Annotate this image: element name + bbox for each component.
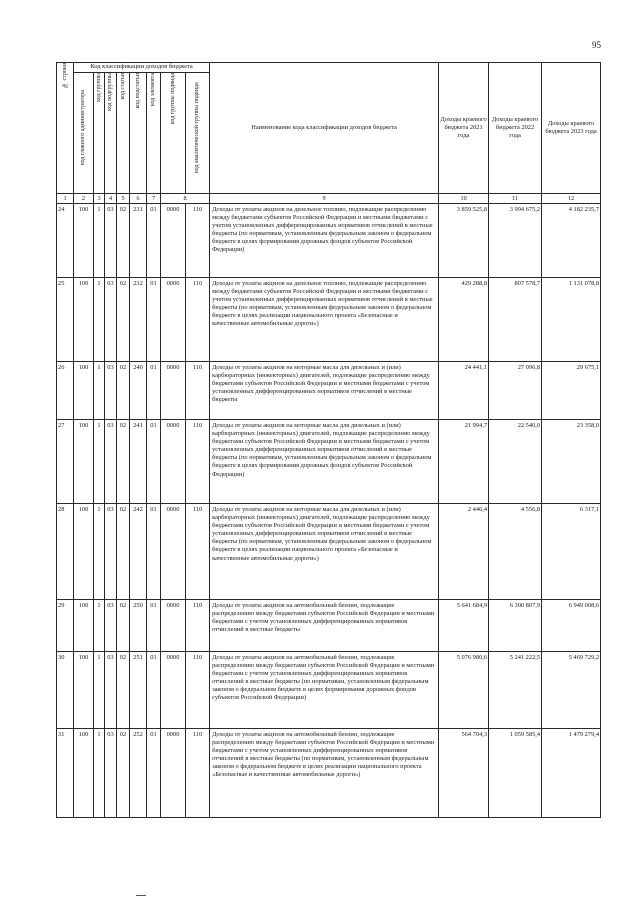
row-number: 26 (57, 362, 74, 420)
code-element: 01 (147, 652, 161, 729)
revenue-2023: 29 675,1 (542, 362, 601, 420)
code-analytic: 110 (186, 420, 210, 504)
code-analytic: 110 (186, 600, 210, 652)
code-admin: 100 (74, 278, 94, 362)
column-number: 4 (105, 194, 117, 204)
row-number: 25 (57, 278, 74, 362)
revenue-2023: 4 182 235,7 (542, 204, 601, 278)
revenue-name: Доходы от уплаты акцизов на моторные масла для дизельных и (или) карбюраторных (инжекторных) двигателей, подлежащие распределению между бюджетами субъектов Российской Федерации и местными бюджетами с учетом установленных дифференцированных нормативов отчислений в местные бюджеты (по нормативам, установленным федеральным законом о федеральном бюджете в целях реализации национального проекта «Безопасные и качественные автомобильные дороги») (210, 504, 439, 600)
column-number: 7 (147, 194, 161, 204)
code-admin: 100 (74, 729, 94, 818)
row-number: 29 (57, 600, 74, 652)
revenue-2023: 23 358,0 (542, 420, 601, 504)
code-article: 02 (117, 278, 130, 362)
revenue-2023: 5 469 729,2 (542, 652, 601, 729)
header-revenue-2021: Доходы краевого бюджета 2021 года (439, 63, 489, 194)
header-code-element: код элемента (147, 73, 161, 194)
row-number: 27 (57, 420, 74, 504)
code-group: 1 (94, 729, 105, 818)
revenue-2022: 3 994 675,2 (489, 204, 542, 278)
code-article: 02 (117, 729, 130, 818)
code-subprogram: 0000 (161, 600, 186, 652)
code-article: 02 (117, 504, 130, 600)
table-row (57, 362, 601, 420)
code-subgroup: 03 (105, 278, 117, 362)
code-subarticle: 240 (130, 362, 147, 420)
code-analytic: 110 (186, 204, 210, 278)
code-group: 1 (94, 652, 105, 729)
revenue-2021: 429 288,8 (439, 278, 489, 362)
revenue-2022: 27 096,8 (489, 362, 542, 420)
code-subarticle: 252 (130, 729, 147, 818)
code-element: 01 (147, 600, 161, 652)
footer-mark (136, 895, 146, 896)
code-subgroup: 03 (105, 729, 117, 818)
code-subarticle: 251 (130, 652, 147, 729)
code-subgroup: 03 (105, 420, 117, 504)
column-number: 8 (161, 194, 210, 204)
code-article: 02 (117, 420, 130, 504)
code-group: 1 (94, 362, 105, 420)
revenue-2023: 1 131 078,8 (542, 278, 601, 362)
code-article: 02 (117, 362, 130, 420)
page-number: 95 (592, 40, 601, 50)
code-admin: 100 (74, 204, 94, 278)
header-code-admin: код главного администратора (74, 73, 94, 194)
code-element: 01 (147, 204, 161, 278)
revenue-2021: 3 859 525,8 (439, 204, 489, 278)
code-group: 1 (94, 204, 105, 278)
revenue-2023: 6 317,1 (542, 504, 601, 600)
row-number: 24 (57, 204, 74, 278)
revenue-2022: 1 059 585,4 (489, 729, 542, 818)
header-revenue-2022: Доходы краевого бюджета 2022 года (489, 63, 542, 194)
code-element: 01 (147, 504, 161, 600)
table-row (57, 420, 601, 504)
header-row-number: № строки (57, 63, 74, 194)
code-subprogram: 0000 (161, 729, 186, 818)
header-code-group: код группы (94, 73, 105, 194)
code-admin: 100 (74, 420, 94, 504)
code-element: 01 (147, 278, 161, 362)
row-number: 28 (57, 504, 74, 600)
header-code-subarticle: код подстатьи (130, 73, 147, 194)
code-subarticle: 242 (130, 504, 147, 600)
code-admin: 100 (74, 600, 94, 652)
revenue-name: Доходы от уплаты акцизов на дизельное топливо, подлежащие распределению между бюджетами субъектов Российской Федерации и местными бюджетами с учетом установленных дифференцированных нормативов отчислений в местные бюджеты (по нормативам, установленным федеральным законом о федеральном бюджете в целях формирования дорожных фондов субъектов Российской Федерации) (210, 204, 439, 278)
table-row (57, 204, 601, 278)
table-row (57, 504, 601, 600)
revenue-2021: 21 994,7 (439, 420, 489, 504)
code-subprogram: 0000 (161, 362, 186, 420)
code-group: 1 (94, 600, 105, 652)
header-name: Наименование кода классификации доходов бюджета (210, 63, 439, 194)
code-admin: 100 (74, 504, 94, 600)
code-subprogram: 0000 (161, 504, 186, 600)
code-analytic: 110 (186, 504, 210, 600)
revenue-2022: 4 556,8 (489, 504, 542, 600)
revenue-name: Доходы от уплаты акцизов на автомобильный бензин, подлежащие распределению между бюджетами субъектов Российской Федерации и местными бюджетами с учетом установленных дифференцированных нормативов отчислений в местные бюджеты (по нормативам, установленным федеральным законом о федеральном бюджете в целях реализации национального проекта «Безопасные и качественные автомобильные дороги») (210, 729, 439, 818)
column-number: 12 (542, 194, 601, 204)
code-subarticle: 241 (130, 420, 147, 504)
revenue-2023: 1 479 279,4 (542, 729, 601, 818)
revenue-2021: 564 704,3 (439, 729, 489, 818)
header-classification-code: Код классификации доходов бюджета (74, 63, 210, 73)
table-row (57, 652, 601, 729)
code-subarticle: 232 (130, 278, 147, 362)
revenue-2021: 24 441,1 (439, 362, 489, 420)
code-subgroup: 03 (105, 652, 117, 729)
revenue-name: Доходы от уплаты акцизов на дизельное топливо, подлежащие распределению между бюджетами субъектов Российской Федерации и местными бюджетами с учетом установленных дифференцированных нормативов отчислений в местные бюджеты (по нормативам, установленным федеральным законом о федеральном бюджете в целях реализации национального проекта «Безопасные и качественные автомобильные дороги») (210, 278, 439, 362)
revenue-2023: 6 949 008,6 (542, 600, 601, 652)
revenue-2022: 6 300 807,9 (489, 600, 542, 652)
header-code-analytic: код аналитической группы подвида (186, 73, 210, 194)
table-row (57, 278, 601, 362)
code-article: 02 (117, 652, 130, 729)
code-subgroup: 03 (105, 362, 117, 420)
column-number: 11 (489, 194, 542, 204)
code-analytic: 110 (186, 652, 210, 729)
code-subgroup: 03 (105, 504, 117, 600)
column-numbers-row (57, 194, 601, 204)
code-admin: 100 (74, 652, 94, 729)
code-element: 01 (147, 420, 161, 504)
header-code-subgroup: код подгруппы (105, 73, 117, 194)
column-number: 5 (117, 194, 130, 204)
code-group: 1 (94, 504, 105, 600)
code-element: 01 (147, 729, 161, 818)
revenue-2021: 2 446,4 (439, 504, 489, 600)
header-revenue-2023: Доходы краевого бюджета 2023 года (542, 63, 601, 194)
code-subarticle: 250 (130, 600, 147, 652)
code-subprogram: 0000 (161, 278, 186, 362)
code-element: 01 (147, 362, 161, 420)
revenue-name: Доходы от уплаты акцизов на автомобильный бензин, подлежащие распределению между бюджетами субъектов Российской Федерации и местными бюджетами с учетом установленных дифференцированных нормативов отчислений в местные бюджеты (по нормативам, установленным федеральным законом о федеральном бюджете в целях формирования дорожных фондов субъектов Российской Федерации) (210, 652, 439, 729)
code-subgroup: 03 (105, 600, 117, 652)
code-subgroup: 03 (105, 204, 117, 278)
revenue-2022: 22 540,0 (489, 420, 542, 504)
revenue-2022: 5 241 222,5 (489, 652, 542, 729)
revenue-2022: 807 578,7 (489, 278, 542, 362)
revenue-2021: 5 076 980,6 (439, 652, 489, 729)
code-subprogram: 0000 (161, 204, 186, 278)
header-code-subprogram: код группы подвида (161, 73, 186, 194)
table-row (57, 600, 601, 652)
column-number: 2 (74, 194, 94, 204)
header-code-article: код статьи (117, 73, 130, 194)
revenue-name: Доходы от уплаты акцизов на моторные масла для дизельных и (или) карбюраторных (инжекторных) двигателей, подлежащие распределению между бюджетами субъектов Российской Федерации и местными бюджетами с учетом установленных дифференцированных нормативов отчислений в местные бюджеты (по нормативам, установленным федеральным законом о федеральном бюджете в целях формирования дорожных фондов субъектов Российской Федерации) (210, 420, 439, 504)
code-subprogram: 0000 (161, 652, 186, 729)
code-admin: 100 (74, 362, 94, 420)
code-analytic: 110 (186, 278, 210, 362)
code-subprogram: 0000 (161, 420, 186, 504)
revenue-name: Доходы от уплаты акцизов на автомобильный бензин, подлежащие распределению между бюджетами субъектов Российской Федерации и местными бюджетами с учетом установленных дифференцированных нормативов отчислений в местные бюджеты (210, 600, 439, 652)
row-number: 31 (57, 729, 74, 818)
column-number: 3 (94, 194, 105, 204)
budget-revenue-table (56, 62, 601, 818)
revenue-name: Доходы от уплаты акцизов на моторные масла для дизельных и (или) карбюраторных (инжекторных) двигателей, подлежащие распределению между бюджетами субъектов Российской Федерации и местными бюджетами с учетом установленных дифференцированных нормативов отчислений в местные бюджеты (210, 362, 439, 420)
table-row (57, 729, 601, 818)
revenue-2021: 5 641 684,9 (439, 600, 489, 652)
code-group: 1 (94, 278, 105, 362)
code-article: 02 (117, 204, 130, 278)
column-number: 9 (210, 194, 439, 204)
column-number: 1 (57, 194, 74, 204)
code-analytic: 110 (186, 362, 210, 420)
code-article: 02 (117, 600, 130, 652)
column-number: 10 (439, 194, 489, 204)
code-analytic: 110 (186, 729, 210, 818)
column-number: 6 (130, 194, 147, 204)
row-number: 30 (57, 652, 74, 729)
code-subarticle: 231 (130, 204, 147, 278)
code-group: 1 (94, 420, 105, 504)
